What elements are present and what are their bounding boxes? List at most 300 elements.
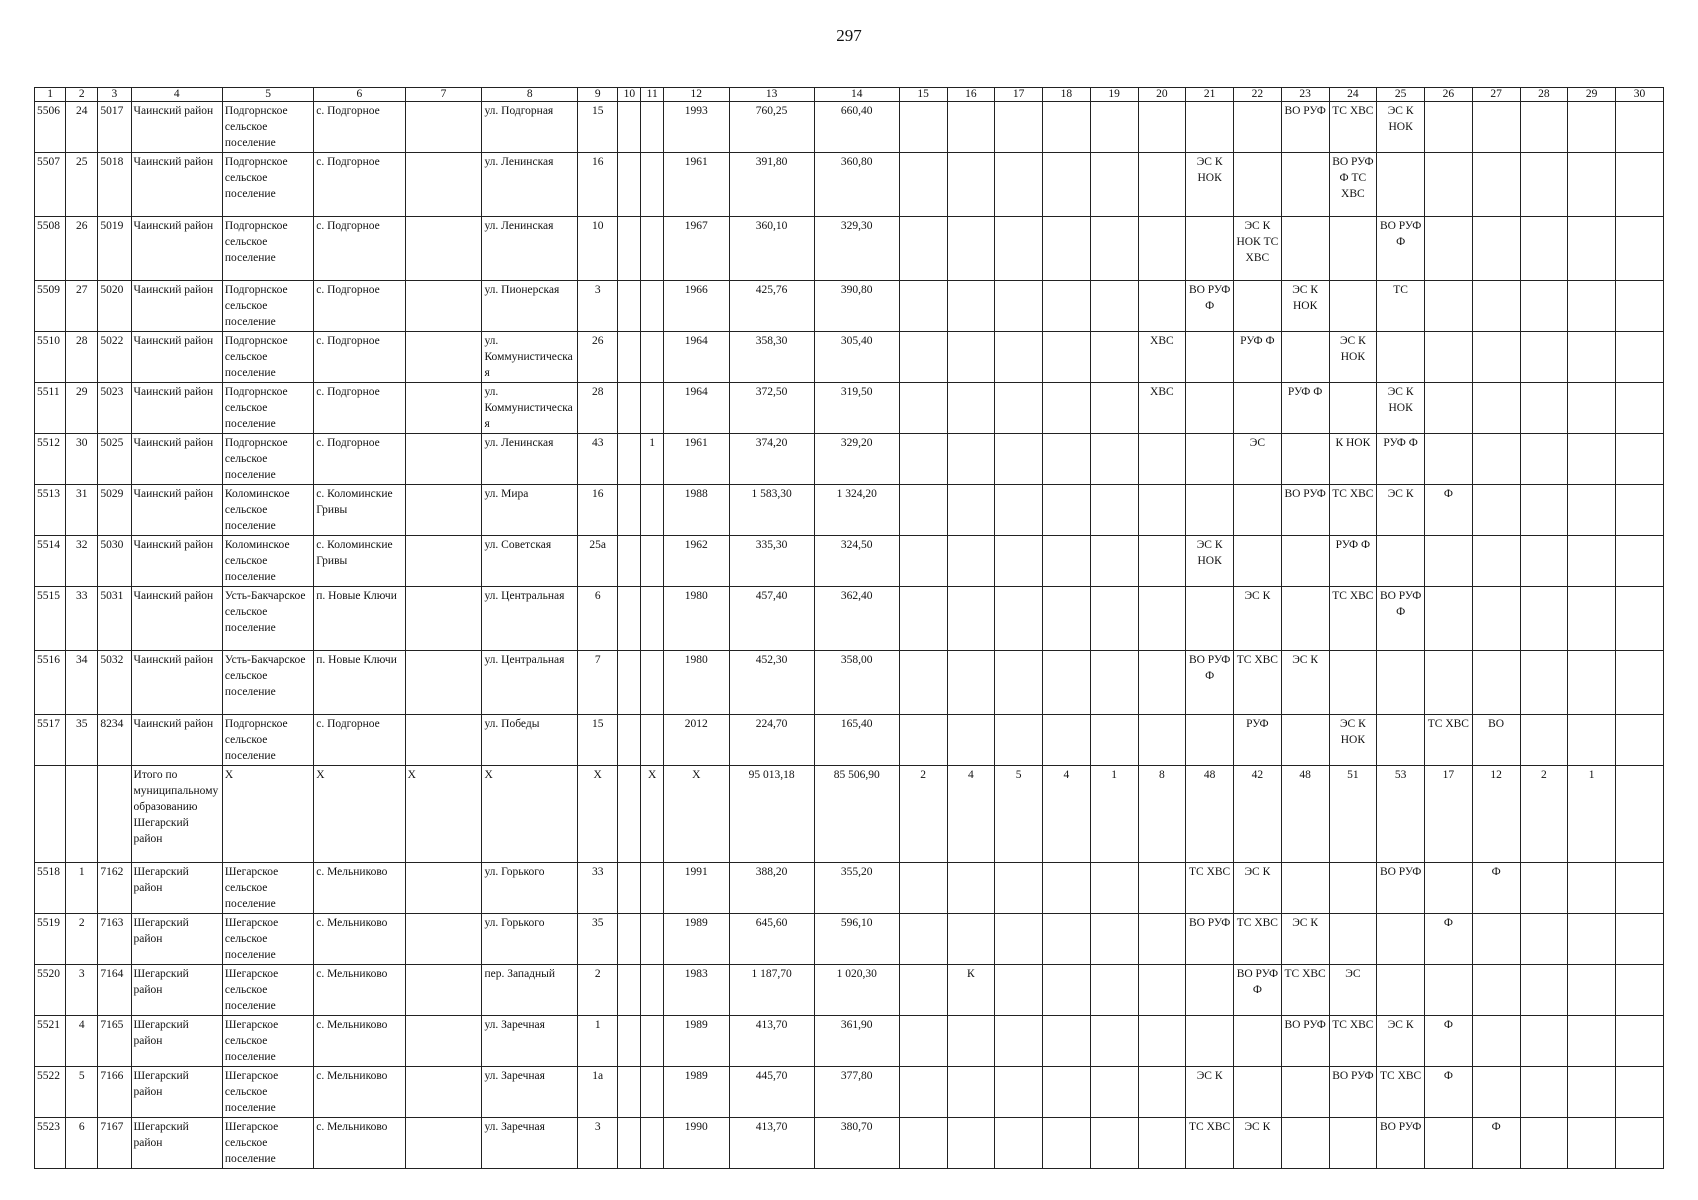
cell-col-17 bbox=[995, 383, 1043, 434]
cell-col-13: 452,30 bbox=[729, 651, 814, 715]
cell-col-30 bbox=[1616, 102, 1664, 153]
cell-col-1: 5509 bbox=[35, 281, 66, 332]
cell-col-12: 1961 bbox=[664, 434, 729, 485]
cell-col-11 bbox=[641, 332, 664, 383]
table-row bbox=[35, 434, 1664, 485]
cell-col-7 bbox=[405, 914, 482, 965]
cell-col-21 bbox=[1186, 1016, 1234, 1067]
cell-col-9: 15 bbox=[577, 715, 617, 766]
cell-col-7 bbox=[405, 383, 482, 434]
cell-col-1: 5518 bbox=[35, 863, 66, 914]
cell-col-20 bbox=[1138, 217, 1186, 281]
cell-col-29 bbox=[1568, 383, 1616, 434]
cell-col-19 bbox=[1090, 587, 1138, 651]
cell-col-2: 29 bbox=[66, 383, 98, 434]
cell-col-7 bbox=[405, 651, 482, 715]
cell-col-28 bbox=[1520, 715, 1568, 766]
cell-col-6: с. Коломинские Гривы bbox=[314, 485, 405, 536]
column-header-13: 13 bbox=[729, 88, 814, 102]
cell-col-16 bbox=[947, 587, 995, 651]
cell-col-27 bbox=[1472, 383, 1520, 434]
cell-col-18 bbox=[1043, 914, 1091, 965]
cell-col-19 bbox=[1090, 153, 1138, 217]
cell-col-29 bbox=[1568, 863, 1616, 914]
cell-col-27 bbox=[1472, 651, 1520, 715]
cell-col-2: 25 bbox=[66, 153, 98, 217]
cell-col-1: 5516 bbox=[35, 651, 66, 715]
cell-col-21: ЭС К НОК bbox=[1186, 153, 1234, 217]
cell-col-4: Чаинский район bbox=[131, 651, 222, 715]
column-header-19: 19 bbox=[1090, 88, 1138, 102]
table-row bbox=[35, 651, 1664, 715]
cell-col-16 bbox=[947, 153, 995, 217]
cell-col-9: 7 bbox=[577, 651, 617, 715]
table-row bbox=[35, 715, 1664, 766]
cell-col-16 bbox=[947, 651, 995, 715]
cell-col-21: ТС ХВС bbox=[1186, 863, 1234, 914]
cell-col-19 bbox=[1090, 1067, 1138, 1118]
cell-col-12: 1989 bbox=[664, 1067, 729, 1118]
cell-col-30 bbox=[1616, 281, 1664, 332]
cell-col-18 bbox=[1043, 332, 1091, 383]
cell-col-10 bbox=[618, 914, 641, 965]
cell-col-11 bbox=[641, 153, 664, 217]
cell-col-17 bbox=[995, 102, 1043, 153]
cell-col-5: Подгорнское сельское поселение bbox=[222, 715, 313, 766]
cell-col-27 bbox=[1472, 434, 1520, 485]
cell-col-28 bbox=[1520, 965, 1568, 1016]
cell-col-4: Итого по муниципальному образованию Шегарский район bbox=[131, 766, 222, 863]
cell-col-29 bbox=[1568, 715, 1616, 766]
cell-col-24: ЭС К НОК bbox=[1329, 332, 1377, 383]
cell-col-13: 388,20 bbox=[729, 863, 814, 914]
cell-col-22: ЭС bbox=[1234, 434, 1282, 485]
cell-col-22: 42 bbox=[1234, 766, 1282, 863]
cell-col-2: 26 bbox=[66, 217, 98, 281]
cell-col-2: 34 bbox=[66, 651, 98, 715]
cell-col-8: ул. Советская bbox=[482, 536, 578, 587]
cell-col-12: 1989 bbox=[664, 1016, 729, 1067]
cell-col-4: Шегарский район bbox=[131, 1118, 222, 1169]
cell-col-14: 358,00 bbox=[814, 651, 899, 715]
cell-col-11: 1 bbox=[641, 434, 664, 485]
cell-col-16 bbox=[947, 102, 995, 153]
cell-col-25 bbox=[1377, 332, 1425, 383]
cell-col-21: ТС ХВС bbox=[1186, 1118, 1234, 1169]
cell-col-18 bbox=[1043, 1118, 1091, 1169]
cell-col-6: с. Подгорное bbox=[314, 153, 405, 217]
cell-col-20: ХВС bbox=[1138, 383, 1186, 434]
cell-col-21 bbox=[1186, 102, 1234, 153]
cell-col-11 bbox=[641, 863, 664, 914]
cell-col-9: 15 bbox=[577, 102, 617, 153]
cell-col-10 bbox=[618, 102, 641, 153]
cell-col-26 bbox=[1425, 434, 1473, 485]
cell-col-14: 355,20 bbox=[814, 863, 899, 914]
cell-col-4: Чаинский район bbox=[131, 217, 222, 281]
cell-col-18 bbox=[1043, 383, 1091, 434]
cell-col-9: 3 bbox=[577, 1118, 617, 1169]
column-header-9: 9 bbox=[577, 88, 617, 102]
cell-col-13: 391,80 bbox=[729, 153, 814, 217]
column-header-22: 22 bbox=[1234, 88, 1282, 102]
cell-col-29: 1 bbox=[1568, 766, 1616, 863]
cell-col-19 bbox=[1090, 863, 1138, 914]
cell-col-5: Х bbox=[222, 766, 313, 863]
column-header-20: 20 bbox=[1138, 88, 1186, 102]
cell-col-27 bbox=[1472, 153, 1520, 217]
cell-col-1: 5523 bbox=[35, 1118, 66, 1169]
cell-col-11 bbox=[641, 587, 664, 651]
cell-col-5: Шегарское сельское поселение bbox=[222, 1067, 313, 1118]
cell-col-17 bbox=[995, 485, 1043, 536]
column-header-28: 28 bbox=[1520, 88, 1568, 102]
cell-col-21: ЭС К НОК bbox=[1186, 536, 1234, 587]
cell-col-5: Подгорнское сельское поселение bbox=[222, 217, 313, 281]
cell-col-2: 6 bbox=[66, 1118, 98, 1169]
cell-col-17 bbox=[995, 153, 1043, 217]
cell-col-25: ТС bbox=[1377, 281, 1425, 332]
cell-col-11 bbox=[641, 383, 664, 434]
cell-col-23: ВО РУФ bbox=[1281, 102, 1329, 153]
cell-col-22: РУФ bbox=[1234, 715, 1282, 766]
cell-col-14: 305,40 bbox=[814, 332, 899, 383]
cell-col-3: 5020 bbox=[98, 281, 131, 332]
cell-col-21 bbox=[1186, 383, 1234, 434]
cell-col-9: 1а bbox=[577, 1067, 617, 1118]
cell-col-1: 5515 bbox=[35, 587, 66, 651]
cell-col-9: 26 bbox=[577, 332, 617, 383]
cell-col-6: с. Подгорное bbox=[314, 102, 405, 153]
cell-col-16 bbox=[947, 536, 995, 587]
column-header-16: 16 bbox=[947, 88, 995, 102]
cell-col-21 bbox=[1186, 715, 1234, 766]
cell-col-29 bbox=[1568, 102, 1616, 153]
cell-col-14: 377,80 bbox=[814, 1067, 899, 1118]
cell-col-8: ул. Подгорная bbox=[482, 102, 578, 153]
cell-col-30 bbox=[1616, 715, 1664, 766]
cell-col-26 bbox=[1425, 863, 1473, 914]
cell-col-28: 2 bbox=[1520, 766, 1568, 863]
cell-col-28 bbox=[1520, 651, 1568, 715]
cell-col-11 bbox=[641, 914, 664, 965]
cell-col-14: 380,70 bbox=[814, 1118, 899, 1169]
cell-col-9: 25а bbox=[577, 536, 617, 587]
cell-col-13: 445,70 bbox=[729, 1067, 814, 1118]
cell-col-27: Ф bbox=[1472, 1118, 1520, 1169]
cell-col-14: 329,30 bbox=[814, 217, 899, 281]
cell-col-20 bbox=[1138, 914, 1186, 965]
cell-col-1: 5510 bbox=[35, 332, 66, 383]
cell-col-5: Шегарское сельское поселение bbox=[222, 863, 313, 914]
cell-col-15 bbox=[899, 1016, 947, 1067]
cell-col-8: ул. Заречная bbox=[482, 1016, 578, 1067]
cell-col-22 bbox=[1234, 383, 1282, 434]
cell-col-4: Чаинский район bbox=[131, 383, 222, 434]
column-number-row bbox=[35, 88, 1664, 102]
cell-col-4: Чаинский район bbox=[131, 434, 222, 485]
cell-col-15 bbox=[899, 217, 947, 281]
cell-col-23: ЭС К bbox=[1281, 914, 1329, 965]
cell-col-5: Подгорнское сельское поселение bbox=[222, 383, 313, 434]
cell-col-2 bbox=[66, 766, 98, 863]
cell-col-24: ВО РУФ bbox=[1329, 1067, 1377, 1118]
column-header-6: 6 bbox=[314, 88, 405, 102]
cell-col-23 bbox=[1281, 587, 1329, 651]
cell-col-13: 457,40 bbox=[729, 587, 814, 651]
cell-col-15 bbox=[899, 715, 947, 766]
cell-col-6: п. Новые Ключи bbox=[314, 651, 405, 715]
cell-col-20 bbox=[1138, 153, 1186, 217]
cell-col-27 bbox=[1472, 536, 1520, 587]
table-row bbox=[35, 914, 1664, 965]
cell-col-22: ЭС К bbox=[1234, 587, 1282, 651]
cell-col-4: Чаинский район bbox=[131, 715, 222, 766]
table-row bbox=[35, 153, 1664, 217]
cell-col-20 bbox=[1138, 965, 1186, 1016]
cell-col-7 bbox=[405, 1067, 482, 1118]
cell-col-16 bbox=[947, 715, 995, 766]
cell-col-11 bbox=[641, 102, 664, 153]
cell-col-10 bbox=[618, 281, 641, 332]
cell-col-27 bbox=[1472, 914, 1520, 965]
cell-col-21: ВО РУФ bbox=[1186, 914, 1234, 965]
cell-col-18 bbox=[1043, 587, 1091, 651]
cell-col-12: 1961 bbox=[664, 153, 729, 217]
cell-col-11 bbox=[641, 217, 664, 281]
table-row bbox=[35, 383, 1664, 434]
cell-col-3: 8234 bbox=[98, 715, 131, 766]
column-header-12: 12 bbox=[664, 88, 729, 102]
cell-col-18: 4 bbox=[1043, 766, 1091, 863]
column-header-23: 23 bbox=[1281, 88, 1329, 102]
cell-col-28 bbox=[1520, 383, 1568, 434]
table-row bbox=[35, 1067, 1664, 1118]
cell-col-24: ТС ХВС bbox=[1329, 102, 1377, 153]
cell-col-2: 35 bbox=[66, 715, 98, 766]
cell-col-24: 51 bbox=[1329, 766, 1377, 863]
cell-col-6: с. Мельниково bbox=[314, 863, 405, 914]
table-row bbox=[35, 485, 1664, 536]
cell-col-24: ТС ХВС bbox=[1329, 485, 1377, 536]
cell-col-7 bbox=[405, 102, 482, 153]
cell-col-18 bbox=[1043, 1067, 1091, 1118]
cell-col-17 bbox=[995, 1067, 1043, 1118]
cell-col-24: ЭС К НОК bbox=[1329, 715, 1377, 766]
cell-col-19 bbox=[1090, 965, 1138, 1016]
cell-col-18 bbox=[1043, 434, 1091, 485]
cell-col-7: Х bbox=[405, 766, 482, 863]
cell-col-3: 5029 bbox=[98, 485, 131, 536]
cell-col-4: Чаинский район bbox=[131, 485, 222, 536]
cell-col-20: ХВС bbox=[1138, 332, 1186, 383]
column-header-10: 10 bbox=[618, 88, 641, 102]
cell-col-21 bbox=[1186, 485, 1234, 536]
cell-col-25: ЭС К bbox=[1377, 1016, 1425, 1067]
cell-col-1: 5520 bbox=[35, 965, 66, 1016]
cell-col-4: Чаинский район bbox=[131, 102, 222, 153]
cell-col-12: 1990 bbox=[664, 1118, 729, 1169]
cell-col-8: ул. Пионерская bbox=[482, 281, 578, 332]
column-header-24: 24 bbox=[1329, 88, 1377, 102]
cell-col-26 bbox=[1425, 536, 1473, 587]
cell-col-21 bbox=[1186, 332, 1234, 383]
cell-col-15 bbox=[899, 914, 947, 965]
cell-col-4: Чаинский район bbox=[131, 587, 222, 651]
cell-col-15 bbox=[899, 651, 947, 715]
cell-col-15 bbox=[899, 1118, 947, 1169]
cell-col-3: 5019 bbox=[98, 217, 131, 281]
cell-col-7 bbox=[405, 332, 482, 383]
cell-col-12: Х bbox=[664, 766, 729, 863]
cell-col-1 bbox=[35, 766, 66, 863]
cell-col-16 bbox=[947, 1067, 995, 1118]
cell-col-27 bbox=[1472, 281, 1520, 332]
cell-col-5: Коломинское сельское поселение bbox=[222, 536, 313, 587]
cell-col-10 bbox=[618, 1016, 641, 1067]
cell-col-8: ул. Центральная bbox=[482, 651, 578, 715]
cell-col-22: ЭС К bbox=[1234, 1118, 1282, 1169]
cell-col-23 bbox=[1281, 1118, 1329, 1169]
cell-col-19 bbox=[1090, 434, 1138, 485]
table-row bbox=[35, 1118, 1664, 1169]
cell-col-18 bbox=[1043, 102, 1091, 153]
cell-col-30 bbox=[1616, 434, 1664, 485]
cell-col-22: ВО РУФ Ф bbox=[1234, 965, 1282, 1016]
cell-col-14: 596,10 bbox=[814, 914, 899, 965]
table-row bbox=[35, 536, 1664, 587]
column-header-21: 21 bbox=[1186, 88, 1234, 102]
cell-col-24: К НОК bbox=[1329, 434, 1377, 485]
cell-col-5: Шегарское сельское поселение bbox=[222, 1016, 313, 1067]
cell-col-6: Х bbox=[314, 766, 405, 863]
cell-col-19 bbox=[1090, 485, 1138, 536]
cell-col-10 bbox=[618, 434, 641, 485]
cell-col-23: РУФ Ф bbox=[1281, 383, 1329, 434]
cell-col-28 bbox=[1520, 587, 1568, 651]
cell-col-19 bbox=[1090, 1016, 1138, 1067]
cell-col-20 bbox=[1138, 536, 1186, 587]
cell-col-7 bbox=[405, 715, 482, 766]
cell-col-28 bbox=[1520, 153, 1568, 217]
cell-col-2: 1 bbox=[66, 863, 98, 914]
table-row bbox=[35, 1016, 1664, 1067]
cell-col-20 bbox=[1138, 281, 1186, 332]
cell-col-29 bbox=[1568, 965, 1616, 1016]
cell-col-23: ЭС К bbox=[1281, 651, 1329, 715]
cell-col-29 bbox=[1568, 485, 1616, 536]
cell-col-28 bbox=[1520, 102, 1568, 153]
cell-col-15 bbox=[899, 863, 947, 914]
cell-col-18 bbox=[1043, 863, 1091, 914]
cell-col-6: с. Мельниково bbox=[314, 914, 405, 965]
cell-col-9: 28 bbox=[577, 383, 617, 434]
cell-col-24: ТС ХВС bbox=[1329, 1016, 1377, 1067]
cell-col-19 bbox=[1090, 332, 1138, 383]
cell-col-25 bbox=[1377, 536, 1425, 587]
column-header-14: 14 bbox=[814, 88, 899, 102]
cell-col-26 bbox=[1425, 102, 1473, 153]
cell-col-2: 3 bbox=[66, 965, 98, 1016]
cell-col-2: 4 bbox=[66, 1016, 98, 1067]
cell-col-25: ВО РУФ Ф bbox=[1377, 587, 1425, 651]
table-row bbox=[35, 281, 1664, 332]
cell-col-2: 2 bbox=[66, 914, 98, 965]
cell-col-14: 362,40 bbox=[814, 587, 899, 651]
cell-col-30 bbox=[1616, 914, 1664, 965]
cell-col-12: 1988 bbox=[664, 485, 729, 536]
cell-col-24 bbox=[1329, 863, 1377, 914]
cell-col-6: с. Коломинские Гривы bbox=[314, 536, 405, 587]
cell-col-23 bbox=[1281, 863, 1329, 914]
cell-col-12: 1993 bbox=[664, 102, 729, 153]
cell-col-25: 53 bbox=[1377, 766, 1425, 863]
cell-col-10 bbox=[618, 383, 641, 434]
cell-col-11 bbox=[641, 651, 664, 715]
cell-col-29 bbox=[1568, 332, 1616, 383]
cell-col-29 bbox=[1568, 217, 1616, 281]
cell-col-17 bbox=[995, 1118, 1043, 1169]
cell-col-17 bbox=[995, 651, 1043, 715]
cell-col-10 bbox=[618, 217, 641, 281]
cell-col-4: Шегарский район bbox=[131, 1016, 222, 1067]
column-header-18: 18 bbox=[1043, 88, 1091, 102]
cell-col-24: ВО РУФ Ф ТС ХВС bbox=[1329, 153, 1377, 217]
cell-col-25: ЭС К bbox=[1377, 485, 1425, 536]
cell-col-17 bbox=[995, 863, 1043, 914]
housing-register-table bbox=[34, 87, 1664, 1169]
cell-col-28 bbox=[1520, 1016, 1568, 1067]
cell-col-23 bbox=[1281, 536, 1329, 587]
cell-col-18 bbox=[1043, 715, 1091, 766]
cell-col-1: 5519 bbox=[35, 914, 66, 965]
cell-col-9: 35 bbox=[577, 914, 617, 965]
cell-col-20 bbox=[1138, 102, 1186, 153]
cell-col-18 bbox=[1043, 536, 1091, 587]
cell-col-22: ТС ХВС bbox=[1234, 914, 1282, 965]
cell-col-4: Шегарский район bbox=[131, 914, 222, 965]
cell-col-9: 16 bbox=[577, 153, 617, 217]
cell-col-1: 5508 bbox=[35, 217, 66, 281]
cell-col-17 bbox=[995, 281, 1043, 332]
cell-col-7 bbox=[405, 863, 482, 914]
cell-col-22 bbox=[1234, 153, 1282, 217]
cell-col-22: ЭС К НОК ТС ХВС bbox=[1234, 217, 1282, 281]
cell-col-17 bbox=[995, 536, 1043, 587]
cell-col-13: 360,10 bbox=[729, 217, 814, 281]
cell-col-11 bbox=[641, 536, 664, 587]
cell-col-30 bbox=[1616, 1118, 1664, 1169]
cell-col-15 bbox=[899, 153, 947, 217]
cell-col-28 bbox=[1520, 332, 1568, 383]
column-header-25: 25 bbox=[1377, 88, 1425, 102]
cell-col-23: ВО РУФ bbox=[1281, 1016, 1329, 1067]
total-row bbox=[35, 766, 1664, 863]
cell-col-30 bbox=[1616, 651, 1664, 715]
cell-col-16 bbox=[947, 1016, 995, 1067]
cell-col-12: 1964 bbox=[664, 332, 729, 383]
cell-col-21 bbox=[1186, 217, 1234, 281]
cell-col-28 bbox=[1520, 1067, 1568, 1118]
cell-col-9: Х bbox=[577, 766, 617, 863]
cell-col-23: ТС ХВС bbox=[1281, 965, 1329, 1016]
cell-col-25: ТС ХВС bbox=[1377, 1067, 1425, 1118]
cell-col-17 bbox=[995, 965, 1043, 1016]
cell-col-20 bbox=[1138, 587, 1186, 651]
cell-col-19 bbox=[1090, 1118, 1138, 1169]
cell-col-8: ул. Коммунистическая bbox=[482, 332, 578, 383]
cell-col-7 bbox=[405, 1016, 482, 1067]
